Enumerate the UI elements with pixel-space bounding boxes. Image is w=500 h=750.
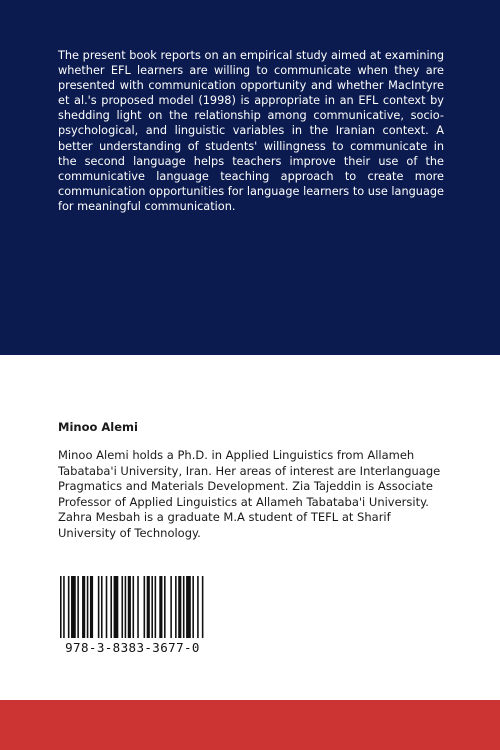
barcode <box>50 570 215 667</box>
barcode-bars <box>60 576 205 638</box>
author-name: Minoo Alemi <box>58 420 138 434</box>
blurb-panel <box>0 0 500 355</box>
book-blurb: The present book reports on an empirical study aimed at examining whether EFL learners are willing to communicate when they are presented with communication opportunity and whether MacIntyre et al.'s proposed model (1998) is appropriate in an EFL context by shedding light on the relationship among communicative, socio-psychological, and linguistic variables in the Iranian context. A better understanding of students' willingness to communicate in the second language helps teachers improve their use of the communicative language teaching approach to create more communication opportunities for language learners to use language for meaningful communication. <box>58 49 444 213</box>
bottom-band <box>0 700 500 750</box>
isbn-number: 978-3-8383-3677-0 <box>65 640 200 655</box>
author-bio: Minoo Alemi holds a Ph.D. in Applied Linguistics from Allameh Tabataba'i University, Iran. Her areas of interest are Interlanguage Pragmatics and Materials Development. Zia Tajeddin is Associate Professor of Applied Linguistics at Allameh Tabataba'i University. Zahra Mesbah is a graduate M.A student of TEFL at Sharif University of Technology. <box>58 448 441 540</box>
